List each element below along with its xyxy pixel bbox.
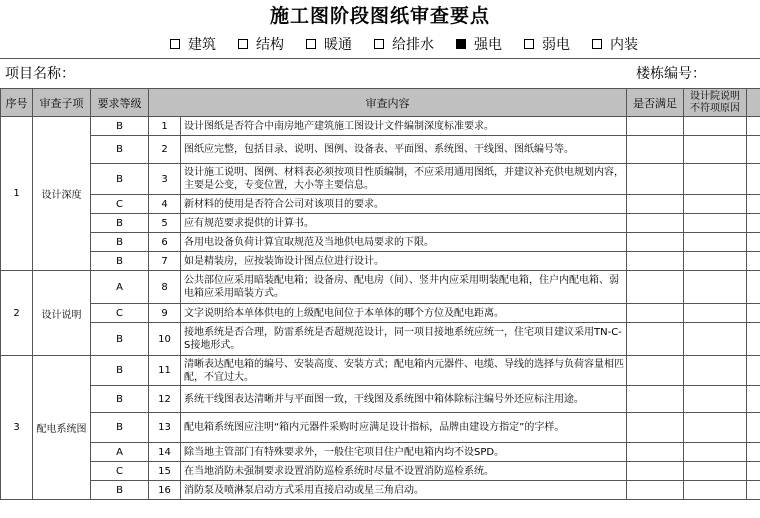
- explain-cell[interactable]: [684, 252, 747, 271]
- satisfied-cell[interactable]: [627, 136, 684, 164]
- item-number: 8: [149, 271, 181, 304]
- category-checklist: [170, 32, 660, 56]
- table-row: [1, 233, 760, 252]
- extra-cell: [747, 271, 760, 304]
- requirement-level: B: [91, 233, 149, 252]
- requirement-level: B: [91, 323, 149, 356]
- project-name-label: 项目名称：: [5, 66, 75, 82]
- table-row: [1, 386, 760, 413]
- review-content: 公共部位应采用暗装配电箱；设备房、配电房（间）、竖井内应采用明装配电箱，住户内配电箱、弱电箱应采用暗装方式。: [181, 271, 627, 304]
- review-content: 在当地消防未强制要求设置消防巡检系统时尽量不设置消防巡检系统。: [181, 462, 627, 481]
- requirement-level: C: [91, 304, 149, 323]
- review-content: 除当地主管部门有特殊要求外，一般住宅项目住户配电箱内均不设SPD。: [181, 443, 627, 462]
- extra-cell: [747, 214, 760, 233]
- extra-cell: [747, 195, 760, 214]
- explain-cell[interactable]: [684, 271, 747, 304]
- extra-cell: [747, 252, 760, 271]
- checkbox-icon[interactable]: [238, 39, 248, 49]
- extra-cell: [747, 304, 760, 323]
- extra-cell: [747, 481, 760, 500]
- group-seq: 3: [1, 356, 33, 500]
- table-row: [1, 195, 760, 214]
- header-explain: 设计院说明不符项原因: [684, 89, 747, 117]
- requirement-level: B: [91, 386, 149, 413]
- requirement-level: B: [91, 136, 149, 164]
- review-table: [0, 88, 760, 500]
- requirement-level: A: [91, 271, 149, 304]
- extra-cell: [747, 356, 760, 386]
- group-seq: 2: [1, 271, 33, 356]
- building-number-label: 楼栋编号：: [636, 66, 706, 82]
- requirement-level: A: [91, 443, 149, 462]
- checkbox-icon[interactable]: [374, 39, 384, 49]
- requirement-level: B: [91, 214, 149, 233]
- table-header-row: [1, 89, 760, 117]
- extra-cell: [747, 462, 760, 481]
- satisfied-cell[interactable]: [627, 271, 684, 304]
- review-content: 新材料的使用是否符合公司对该项目的要求。: [181, 195, 627, 214]
- satisfied-cell[interactable]: [627, 356, 684, 386]
- item-number: 6: [149, 233, 181, 252]
- extra-cell: [747, 233, 760, 252]
- table-row: [1, 214, 760, 233]
- item-number: 1: [149, 117, 181, 136]
- extra-cell: [747, 413, 760, 443]
- satisfied-cell[interactable]: [627, 304, 684, 323]
- category-4[interactable]: [456, 34, 502, 54]
- item-number: 14: [149, 443, 181, 462]
- checkbox-icon[interactable]: [524, 39, 534, 49]
- table-row: [1, 356, 760, 386]
- explain-cell[interactable]: [684, 304, 747, 323]
- item-number: 5: [149, 214, 181, 233]
- header-extra: [747, 89, 760, 117]
- explain-cell[interactable]: [684, 443, 747, 462]
- explain-cell[interactable]: [684, 136, 747, 164]
- table-row: [1, 304, 760, 323]
- item-number: 4: [149, 195, 181, 214]
- item-number: 13: [149, 413, 181, 443]
- header-level: 要求等级: [91, 89, 149, 117]
- category-label: 内装: [610, 37, 638, 53]
- satisfied-cell[interactable]: [627, 481, 684, 500]
- header-seq: 序号: [1, 89, 33, 117]
- table-row: [1, 252, 760, 271]
- item-number: 12: [149, 386, 181, 413]
- extra-cell: [747, 386, 760, 413]
- requirement-level: B: [91, 117, 149, 136]
- category-1[interactable]: [238, 34, 284, 54]
- requirement-level: C: [91, 462, 149, 481]
- page-title: 施工图阶段图纸审查要点: [269, 5, 490, 27]
- group-name: 设计说明: [33, 271, 91, 356]
- table-row: [1, 164, 760, 195]
- requirement-level: B: [91, 413, 149, 443]
- explain-cell[interactable]: [684, 323, 747, 356]
- category-label: 暖通: [324, 37, 352, 53]
- explain-cell[interactable]: [684, 462, 747, 481]
- table-row: [1, 136, 760, 164]
- review-content: 系统干线图表达清晰并与平面图一致，干线图及系统图中箱体除标注编号外还应标注用途。: [181, 386, 627, 413]
- explain-cell[interactable]: [684, 164, 747, 195]
- category-0[interactable]: [170, 34, 216, 54]
- table-row: [1, 117, 760, 136]
- review-content: 配电箱系统图应注明“箱内元器件采购时应满足设计指标，品牌由建设方指定”的字样。: [181, 413, 627, 443]
- review-content: 设计图纸是否符合中南房地产建筑施工图设计文件编制深度标准要求。: [181, 117, 627, 136]
- category-3[interactable]: [374, 34, 434, 54]
- requirement-level: B: [91, 252, 149, 271]
- satisfied-cell[interactable]: [627, 214, 684, 233]
- requirement-level: B: [91, 164, 149, 195]
- satisfied-cell[interactable]: [627, 386, 684, 413]
- category-label: 建筑: [188, 37, 216, 53]
- category-6[interactable]: [592, 34, 638, 54]
- checkbox-icon[interactable]: [306, 39, 316, 49]
- category-label: 给排水: [392, 37, 434, 53]
- table-row: [1, 481, 760, 500]
- category-label: 结构: [256, 37, 284, 53]
- item-number: 9: [149, 304, 181, 323]
- review-content: 图纸应完整，包括目录、说明、图例、设备表、平面图、系统图、干线图、图纸编号等。: [181, 136, 627, 164]
- requirement-level: B: [91, 356, 149, 386]
- group-seq: 1: [1, 117, 33, 271]
- review-content: 应有规范要求提供的计算书。: [181, 214, 627, 233]
- table-row: [1, 271, 760, 304]
- category-label: 强电: [474, 37, 502, 53]
- satisfied-cell[interactable]: [627, 443, 684, 462]
- item-number: 10: [149, 323, 181, 356]
- explain-cell[interactable]: [684, 413, 747, 443]
- satisfied-cell[interactable]: [627, 117, 684, 136]
- category-2[interactable]: [306, 34, 352, 54]
- extra-cell: [747, 136, 760, 164]
- checkbox-icon[interactable]: [592, 39, 602, 49]
- item-number: 11: [149, 356, 181, 386]
- review-content: 各用电设备负荷计算宜取规范及当地供电局要求的下限。: [181, 233, 627, 252]
- satisfied-cell[interactable]: [627, 233, 684, 252]
- satisfied-cell[interactable]: [627, 323, 684, 356]
- explain-cell[interactable]: [684, 214, 747, 233]
- table-row: [1, 413, 760, 443]
- item-number: 16: [149, 481, 181, 500]
- requirement-level: C: [91, 195, 149, 214]
- explain-cell[interactable]: [684, 481, 747, 500]
- extra-cell: [747, 443, 760, 462]
- header-sub-item: 审查子项: [33, 89, 91, 117]
- review-content: 文字说明给本单体供电的上级配电间位于本单体的哪个方位及配电距离。: [181, 304, 627, 323]
- extra-cell: [747, 323, 760, 356]
- checked-box-icon[interactable]: [456, 39, 466, 49]
- satisfied-cell[interactable]: [627, 462, 684, 481]
- header-content: 审查内容: [149, 89, 627, 117]
- group-name: 配电系统图: [33, 356, 91, 500]
- requirement-level: B: [91, 481, 149, 500]
- item-number: 7: [149, 252, 181, 271]
- explain-cell[interactable]: [684, 356, 747, 386]
- item-number: 3: [149, 164, 181, 195]
- divider: [0, 58, 760, 59]
- table-row: [1, 462, 760, 481]
- review-content: 清晰表达配电箱的编号、安装高度、安装方式；配电箱内元器件、电缆、导线的选择与负荷容量相匹配，不宜过大。: [181, 356, 627, 386]
- review-content: 如是精装房，应按装饰设计图点位进行设计。: [181, 252, 627, 271]
- review-content: 接地系统是否合理，防雷系统是否超规范设计，同一项目接地系统应统一，住宅项目建议采用TN-C-S接地形式。: [181, 323, 627, 356]
- extra-cell: [747, 117, 760, 136]
- explain-cell[interactable]: [684, 233, 747, 252]
- explain-cell[interactable]: [684, 195, 747, 214]
- item-number: 15: [149, 462, 181, 481]
- checkbox-icon[interactable]: [170, 39, 180, 49]
- header-satisfied: 是否满足: [627, 89, 684, 117]
- explain-cell[interactable]: [684, 386, 747, 413]
- satisfied-cell[interactable]: [627, 413, 684, 443]
- group-name: 设计深度: [33, 117, 91, 271]
- table-row: [1, 443, 760, 462]
- table-row: [1, 323, 760, 356]
- satisfied-cell[interactable]: [627, 252, 684, 271]
- review-content: 设计施工说明、图例、材料表必须按项目性质编制，不应采用通用图纸，并建议补充供电规划内容，主要是公变，专变位置，大小等主要信息。: [181, 164, 627, 195]
- review-content: 消防泵及喷淋泵启动方式采用直接启动或星三角启动。: [181, 481, 627, 500]
- satisfied-cell[interactable]: [627, 164, 684, 195]
- category-label: 弱电: [542, 37, 570, 53]
- item-number: 2: [149, 136, 181, 164]
- extra-cell: [747, 164, 760, 195]
- satisfied-cell[interactable]: [627, 195, 684, 214]
- explain-cell[interactable]: [684, 117, 747, 136]
- category-5[interactable]: [524, 34, 570, 54]
